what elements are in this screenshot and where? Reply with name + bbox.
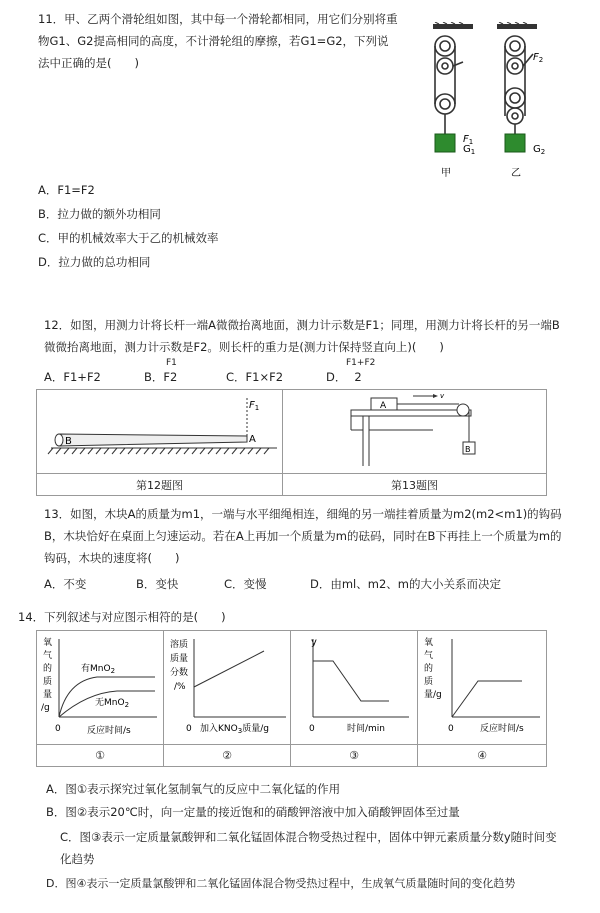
left-force-label: $F_1$ [463,134,474,146]
ground-hatch-mark [192,448,197,454]
figure12-cell [37,390,283,474]
graph2-caption: ② [164,745,291,767]
ground-hatch-mark [184,448,189,454]
force-f1-label: $F_1$ [249,400,260,412]
ground-hatching [48,448,277,454]
ground-hatch-mark [96,448,101,454]
ground-hatch-mark [256,448,261,454]
graph4 [418,631,546,741]
graph4-ylabel-5: 量/g [424,690,442,700]
ground-hatch-mark [160,448,165,454]
left-pulley-set [435,36,463,134]
ground-hatch-mark [152,448,157,454]
right-weight-block [505,134,525,152]
q13-stem: 13．如图，木块A的质量为m1，一端与水平细绳相连，细绳的另一端挂着质量为m2(m2<m1)的钩码B，木块恰好在桌面上匀速运动。若在A上再加一个质量为m的砝码，同时在B下再挂上一个质量为m的钩码，木块的速度将( ) [44,507,562,565]
block-a-label: A [380,401,387,411]
q14-option-a: A．图①表示探究过氧化氢制氧气的反应中二氧化锰的作用 [46,782,341,796]
graph2-ylabel-3: 分数 [170,668,189,678]
graph4-caption: ④ [418,745,547,767]
graph4-xlabel: 反应时间/s [480,724,524,734]
ground-hatch-mark [216,448,221,454]
ground-hatch-mark [120,448,125,454]
graph1 [37,631,163,741]
figure13-cell [283,390,547,474]
q12-option-a: A．F1+F2 [44,370,101,384]
q14-option-c: C．图③表示一定质量氯酸钾和二氧化锰固体混合物受热过程中，固体中钾元素质量分数y随时间变化趋势 [60,830,557,866]
ground-hatch-mark [56,448,61,454]
graph1-ylabel-4: 质 [43,677,53,687]
ground-hatch-mark [176,448,181,454]
ground-hatch-mark [240,448,245,454]
graph4-origin: 0 [448,724,454,734]
ground-hatch-mark [88,448,93,454]
q12-option-b: F1 B．F2 [144,358,178,384]
graph3 [291,631,417,741]
graph1-caption: ① [37,745,164,767]
table-top [351,410,471,416]
left-figure-label: 甲 [441,168,451,179]
velocity-label: v [440,392,445,400]
left-ceiling [433,22,473,29]
graph1-ylabel-5: 量 [43,690,53,700]
q12-stem: 12．如图，用测力计将长杆一端A微微抬离地面，测力计示数是F1；同理，用测力计将长杆的另一端B微微抬离地面，测力计示数是F2。则长杆的重力是(测力计保持竖直向上)( ) [44,318,560,354]
graph3-caption: ③ [291,745,418,767]
ground-hatch-mark [208,448,213,454]
graph2-ylabel-4: /% [174,682,186,692]
graph2 [164,631,290,741]
ground-hatch-mark [104,448,109,454]
figure12-caption: 第12题图 [37,474,283,496]
ground-hatch-mark [200,448,205,454]
ground-hatch-mark [80,448,85,454]
q11-option-d: D．拉力做的总功相同 [38,255,151,269]
graph3-origin: 0 [309,724,315,734]
graph2-xlabel: 加入$KNO_3$质量/g [200,724,269,735]
q11-option-b: B．拉力做的额外功相同 [38,207,161,221]
right-force-label: $F_2$ [533,52,544,64]
graph4-ylabel-1: 氧 [424,638,434,648]
graph4-ylabel-2: 气 [424,651,434,661]
ground-hatch-mark [168,448,173,454]
graph3-ylabel: y [311,637,317,648]
ground-hatch-mark [48,448,53,454]
q13-option-a: A．不变 [44,577,87,591]
q14-stem: 14．下列叙述与对应图示相符的是( ) [18,610,226,624]
ground-hatch-mark [112,448,117,454]
graph1-origin: 0 [55,724,61,734]
ground-hatch-mark [224,448,229,454]
ground-hatch-mark [128,448,133,454]
graph3-xlabel: 时间/min [347,724,386,734]
pulley [457,404,469,416]
graph1-ylabel-3: 的 [43,664,53,674]
graph4-ylabel-3: 的 [424,664,434,674]
graph2-ylabel-1: 溶质 [170,640,189,650]
left-weight-label: $G_1$ [463,144,476,156]
hook-b-label: B [465,445,471,454]
q11-pulley-figure [415,22,565,182]
q14-option-b: B．图②表示20℃时，向一定量的接近饱和的硝酸钾溶液中加入硝酸钾固体至过量 [46,805,460,819]
q13-option-b: B．变快 [136,577,179,591]
ground-hatch-mark [64,448,69,454]
q14-option-d: D．图④表示一定质量氯酸钾和二氧化锰固体混合物受热过程中，生成氧气质量随时间的变化趋势 [46,877,516,890]
graph4-cell [418,631,547,745]
graph1-ylabel-1: 氧 [43,638,53,648]
figure13-caption: 第13题图 [283,474,547,496]
q11-option-a: A．F1=F2 [38,183,95,197]
q13-option-d: D．由ml、m2、m的大小关系而决定 [310,577,501,591]
q11-stem: 11．甲、乙两个滑轮组如图，其中每一个滑轮都相同，用它们分别将重物G1、G2提高相同的高度，不计滑轮组的摩擦，若G1=G2，下列说法中正确的是( ) [38,12,398,70]
graph1-cell [37,631,164,745]
q14-graph-table [36,630,547,767]
graph2-cell [164,631,291,745]
graph3-cell [291,631,418,745]
graph2-ylabel-2: 质量 [170,654,189,664]
ground-hatch-mark [232,448,237,454]
right-pulley-set [505,36,533,134]
rod-end-b: B [65,436,72,447]
graph1-xlabel: 反应时间/s [87,726,131,736]
ground-hatch-mark [248,448,253,454]
ground-hatch-mark [72,448,77,454]
graph1-ylabel-6: /g [41,703,50,713]
graph1-curve2: 无MnO$_2$ [95,698,130,709]
graph2-origin: 0 [186,724,192,734]
right-ceiling [497,22,537,29]
right-weight-label: $G_2$ [533,144,546,156]
graph1-ylabel-2: 气 [43,651,53,661]
ground-hatch-mark [136,448,141,454]
ground-hatch-mark [264,448,269,454]
q12-option-c: C．F1×F2 [226,370,284,384]
graph4-ylabel-4: 质 [424,677,434,687]
figure12-lever [37,390,282,470]
q11-option-c: C．甲的机械效率大于乙的机械效率 [38,231,219,245]
right-figure-label: 乙 [511,168,521,179]
rod-end-a: A [249,434,256,445]
long-rod [59,434,247,446]
left-weight-block [435,134,455,152]
q12-option-d: F1+F2 D． 2 [326,358,376,384]
q12-q13-figure-table [36,389,547,496]
q13-option-c: C．变慢 [224,577,267,591]
figure13-table-setup [283,390,546,470]
graph1-curve1: 有MnO$_2$ [81,664,116,675]
ground-hatch-mark [144,448,149,454]
